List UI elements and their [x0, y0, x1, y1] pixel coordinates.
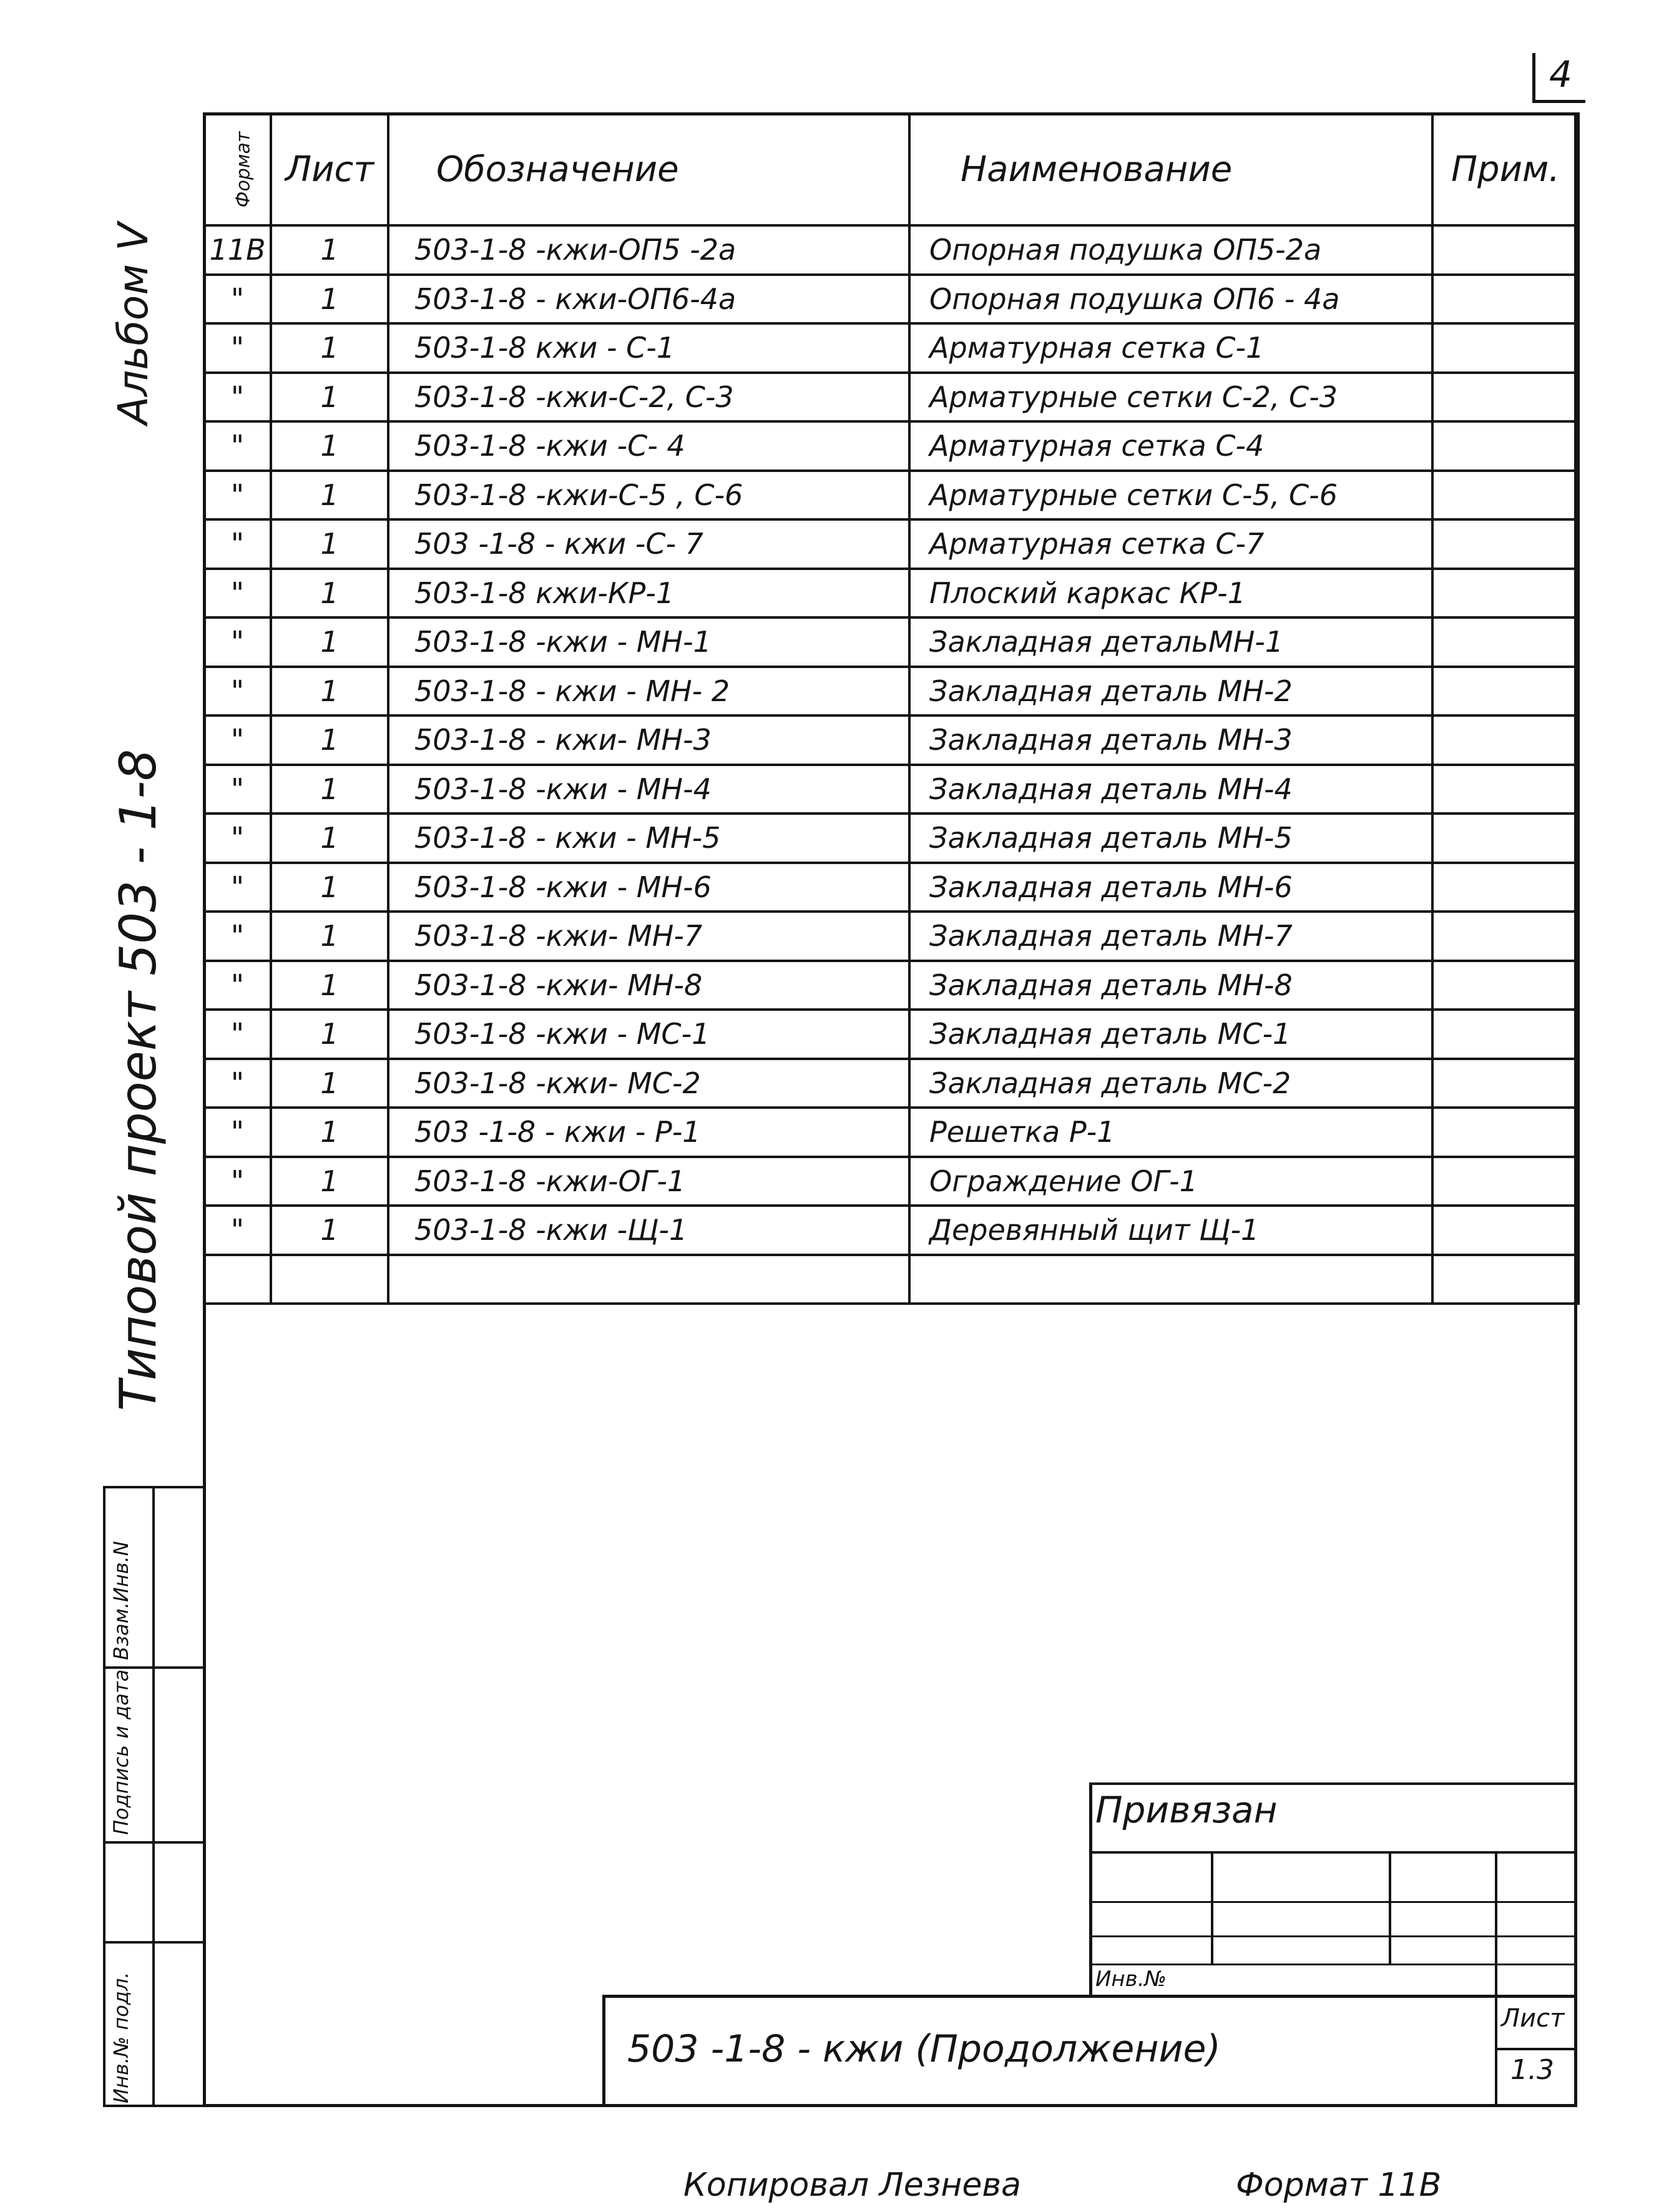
row-designation: 503-1-8 кжи-КР-1 [414, 576, 675, 610]
row-designation: 503-1-8 -кжи - МС-1 [414, 1017, 710, 1051]
row-designation: 503-1-8 -кжи - МН-4 [414, 772, 712, 806]
stamp-inv-podl: Инв.№ подл. [109, 1972, 133, 2103]
table-row [204, 323, 1578, 373]
row-name: Закладная деталь МН-4 [929, 772, 1293, 806]
header-note: Прим. [1432, 114, 1578, 225]
row-format: " [230, 429, 245, 463]
sheet-value: 1.3 [1510, 2054, 1554, 2086]
row-name: Закладная деталь МН-7 [929, 919, 1293, 953]
table-row [204, 667, 1578, 716]
table-row [204, 1157, 1578, 1206]
page-number: 4 [1549, 53, 1572, 96]
row-format: " [230, 625, 245, 659]
approval-stamp [103, 1486, 206, 2107]
stamp-replaces-inv: Взам.Инв.N [109, 1541, 133, 1660]
row-name: Плоский каркас КР-1 [929, 576, 1246, 610]
row-name: Закладная деталь МН-8 [929, 968, 1293, 1002]
copied-by: Копировал Лезнева [683, 2166, 1021, 2204]
sheet-label: Лист [1501, 2004, 1565, 2033]
inv-number-label: Инв.№ [1095, 1967, 1167, 1992]
row-format: " [230, 674, 245, 708]
row-format: " [230, 478, 245, 512]
row-sheet: 1 [320, 478, 339, 512]
row-designation: 503-1-8 -кжи- МН-7 [414, 919, 703, 953]
row-designation: 503-1-8 -кжи-ОГ-1 [414, 1164, 686, 1198]
row-name: Арматурные сетки С-2, С-3 [929, 380, 1338, 414]
row-name: Арматурная сетка С-7 [929, 527, 1265, 561]
table-row [204, 1059, 1578, 1108]
row-sheet: 1 [320, 331, 339, 365]
row-format: " [230, 331, 245, 365]
row-sheet: 1 [320, 772, 339, 806]
row-designation: 503-1-8 -кжи-ОП5 -2а [414, 233, 737, 267]
row-name: Опорная подушка ОП6 - 4а [929, 282, 1340, 316]
row-name: Деревянный щит Щ-1 [929, 1213, 1260, 1247]
album-label: Альбом V [109, 222, 157, 425]
row-format: 11В [209, 233, 266, 267]
row-sheet: 1 [320, 527, 339, 561]
row-sheet: 1 [320, 821, 339, 855]
row-sheet: 1 [320, 1164, 339, 1198]
row-designation: 503-1-8 -кжи -Щ-1 [414, 1213, 688, 1247]
binding-label: Привязан [1095, 1789, 1278, 1831]
row-format: " [230, 282, 245, 316]
row-designation: 503-1-8 -кжи - МН-6 [414, 870, 712, 904]
row-sheet: 1 [320, 625, 339, 659]
row-format: " [230, 919, 245, 953]
row-sheet: 1 [320, 1017, 339, 1051]
title-block [602, 1995, 1577, 2107]
row-designation: 503-1-8 -кжи -С- 4 [414, 429, 685, 463]
table-row-empty [204, 1255, 1578, 1304]
table-row [204, 814, 1578, 863]
row-designation: 503-1-8 -кжи-С-2, С-3 [414, 380, 734, 414]
row-format: " [230, 380, 245, 414]
row-name: Опорная подушка ОП5-2а [929, 233, 1322, 267]
row-designation: 503-1-8 - кжи-ОП6-4а [414, 282, 737, 316]
row-sheet: 1 [320, 723, 339, 757]
row-format: " [230, 576, 245, 610]
row-designation: 503 -1-8 - кжи -С- 7 [414, 527, 703, 561]
table-row [204, 863, 1578, 912]
row-designation: 503-1-8 -кжи-С-5 , С-6 [414, 478, 743, 512]
sheet-format: Формат 11В [1236, 2166, 1442, 2204]
table-row [204, 1206, 1578, 1255]
row-name: Закладная деталь МС-2 [929, 1066, 1291, 1100]
table-row [204, 912, 1578, 961]
table-row [204, 225, 1578, 275]
row-sheet: 1 [320, 282, 339, 316]
row-name: Закладная деталь МН-3 [929, 723, 1293, 757]
row-format: " [230, 1115, 245, 1149]
table-row [204, 617, 1578, 667]
row-designation: 503-1-8 -кжи- МС-2 [414, 1066, 701, 1100]
row-name: Ограждение ОГ-1 [929, 1164, 1198, 1198]
stamp-signature-date: Подпись и дата [109, 1669, 133, 1835]
header-sheet: Лист [271, 114, 388, 225]
table-row [204, 569, 1578, 618]
row-sheet: 1 [320, 919, 339, 953]
table-row [204, 373, 1578, 422]
table-row [204, 519, 1578, 569]
row-format: " [230, 1213, 245, 1247]
row-name: Закладная деталь МН-2 [929, 674, 1293, 708]
row-sheet: 1 [320, 1213, 339, 1247]
row-name: Закладная детальМН-1 [929, 625, 1284, 659]
header-format: Формат [204, 114, 271, 225]
project-label: Типовой проект 503 - 1-8 [109, 749, 167, 1411]
row-format: " [230, 870, 245, 904]
header-name: Наименование [909, 114, 1432, 225]
row-sheet: 1 [320, 429, 339, 463]
row-name: Арматурная сетка С-1 [929, 331, 1265, 365]
row-sheet: 1 [320, 233, 339, 267]
row-sheet: 1 [320, 1066, 339, 1100]
table-header-row [204, 114, 1578, 225]
row-designation: 503-1-8 -кжи - МН-1 [414, 625, 712, 659]
document-title: 503 -1-8 - кжи (Продолжение) [627, 2027, 1221, 2071]
row-name: Закладная деталь МН-5 [929, 821, 1293, 855]
row-format: " [230, 1164, 245, 1198]
row-designation: 503-1-8 кжи - С-1 [414, 331, 675, 365]
row-format: " [230, 772, 245, 806]
row-sheet: 1 [320, 674, 339, 708]
table-row [204, 275, 1578, 324]
table-row [204, 421, 1578, 471]
row-sheet: 1 [320, 1115, 339, 1149]
row-name: Закладная деталь МС-1 [929, 1017, 1291, 1051]
table-row [204, 1108, 1578, 1157]
row-format: " [230, 1066, 245, 1100]
row-designation: 503 -1-8 - кжи - Р-1 [414, 1115, 701, 1149]
row-designation: 503-1-8 - кжи- МН-3 [414, 723, 712, 757]
row-name: Арматурные сетки С-5, С-6 [929, 478, 1338, 512]
row-sheet: 1 [320, 870, 339, 904]
row-format: " [230, 527, 245, 561]
table-row [204, 715, 1578, 765]
row-format: " [230, 968, 245, 1002]
row-name: Решетка Р-1 [929, 1115, 1115, 1149]
row-sheet: 1 [320, 380, 339, 414]
row-designation: 503-1-8 -кжи- МН-8 [414, 968, 703, 1002]
row-format: " [230, 1017, 245, 1051]
specification-table [203, 112, 1580, 1305]
header-designation: Обозначение [388, 114, 909, 225]
row-designation: 503-1-8 - кжи - МН- 2 [414, 674, 730, 708]
row-format: " [230, 821, 245, 855]
row-sheet: 1 [320, 968, 339, 1002]
row-designation: 503-1-8 - кжи - МН-5 [414, 821, 721, 855]
table-row [204, 471, 1578, 520]
page-number-box [1532, 53, 1585, 103]
table-row [204, 1010, 1578, 1059]
row-sheet: 1 [320, 576, 339, 610]
row-format: " [230, 723, 245, 757]
table-row [204, 961, 1578, 1010]
table-row [204, 765, 1578, 814]
row-name: Закладная деталь МН-6 [929, 870, 1293, 904]
row-name: Арматурная сетка С-4 [929, 429, 1265, 463]
